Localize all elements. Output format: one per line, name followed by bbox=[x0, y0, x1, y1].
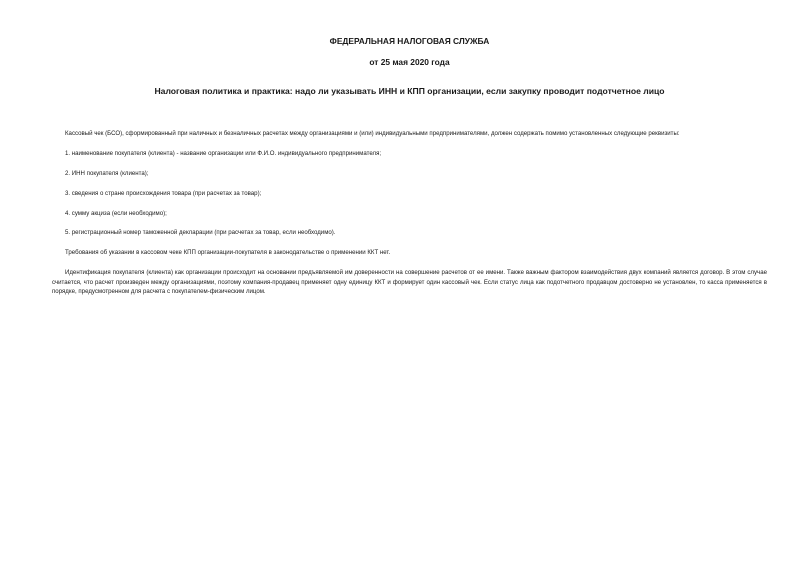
list-item: 4. сумму акциза (если необходимо); bbox=[65, 209, 167, 217]
list-item: 1. наименование покупателя (клиента) - название организации или Ф.И.О. индивидуального предпринимателя; bbox=[65, 149, 382, 157]
agency-name: ФЕДЕРАЛЬНАЯ НАЛОГОВАЯ СЛУЖБА bbox=[329, 36, 490, 46]
document-date: от 25 мая 2020 года bbox=[369, 57, 450, 67]
identification-paragraph: Идентификация покупателя (клиента) как организации происходит на основании предъявляемой им доверенности на совершение расчетов от ее имени. Также важным фактором взаимодействия двух компаний является договор. В этом случае считается, что расчет произведен между организациями, поэтому компания-продавец применяет одну единицу ККТ и формирует один кассовый чек. Если статус лица как подотчетного продавцом достоверно не установлен, то касса применяется в порядке, предусмотренном для расчета с покупателем-физическим лицом. bbox=[52, 269, 767, 295]
list-item: 3. сведения о стране происхождения товара (при расчетах за товар); bbox=[65, 189, 262, 197]
intro-paragraph: Кассовый чек (БСО), сформированный при наличных и безналичных расчетах между организациями и (или) индивидуальными предпринимателями, должен содержать помимо установленных следующие реквизиты: bbox=[65, 130, 680, 137]
kpp-paragraph: Требования об указании в кассовом чеке КПП организации-покупателя в законодательстве о применении ККТ нет. bbox=[65, 249, 391, 257]
document-body bbox=[52, 129, 767, 296]
list-item: 2. ИНН покупателя (клиента); bbox=[65, 169, 149, 177]
list-item: 5. регистрационный номер таможенной декларации (при расчетах за товар, если необходимо). bbox=[65, 229, 336, 237]
document-title: Налоговая политика и практика: надо ли указывать ИНН и КПП организации, если закупку проводит подотчетное лицо bbox=[154, 86, 665, 96]
